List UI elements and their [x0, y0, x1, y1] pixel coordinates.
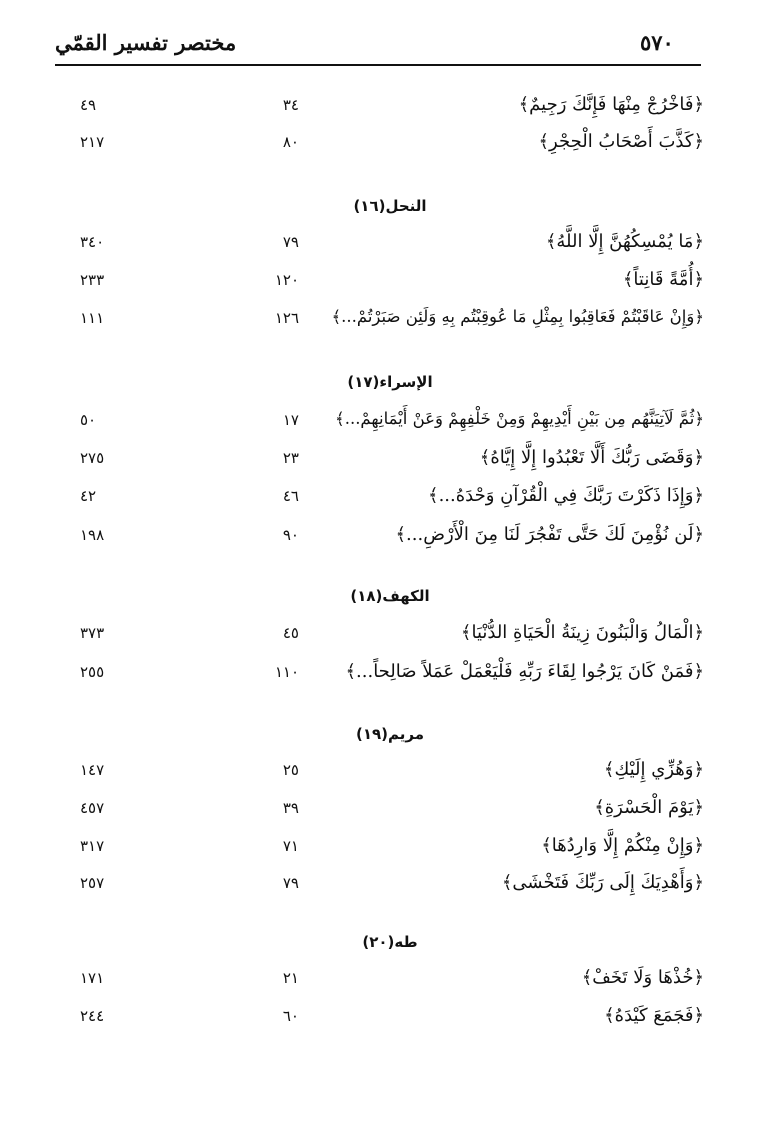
index-row: [0, 622, 779, 656]
index-row: [0, 835, 779, 869]
index-row: [0, 524, 779, 558]
page-reference: ٢٣٣: [80, 271, 105, 289]
verse-number: ١٢٠: [274, 271, 299, 289]
verse-text: ﴿مَا يُمْسِكُهُنَّ إِلَّا اللَّهُ﴾: [545, 231, 704, 252]
page-reference: ٤٩: [80, 96, 97, 114]
verse-text: ﴿وَقَضَى رَبُّكَ أَلَّا تَعْبُدُوا إِلَّا إِيَّاهُ﴾: [479, 447, 704, 468]
index-row: [0, 485, 779, 519]
surah-heading: مريم(١٩): [355, 725, 425, 743]
page-reference: ١٩٨: [80, 526, 105, 544]
index-row: [0, 872, 779, 906]
index-row: [0, 447, 779, 481]
page-reference: ٤٢: [80, 487, 97, 505]
verse-text: ﴿وَإِنْ مِنْكُمْ إِلَّا وَارِدُهَا﴾: [541, 835, 704, 856]
verse-number: ٧٩: [282, 874, 299, 892]
index-row: [0, 94, 779, 128]
verse-text: ﴿يَوْمَ الْحَسْرَةِ﴾: [594, 797, 704, 818]
verse-text: ﴿كَذَّبَ أَصْحَابُ الْحِجْرِ﴾: [538, 131, 704, 152]
verse-number: ٨٠: [282, 133, 299, 151]
verse-text: ﴿وَإِنْ عَاقَبْتُمْ فَعَاقِبُوا بِمِثْلِ مَا عُوقِبْتُم بِهِ وَلَئِن صَبَرْتُمْ...﴾: [331, 307, 704, 326]
surah-heading: طه(٢٠): [362, 933, 418, 951]
verse-text: ﴿وَأَهْدِيَكَ إِلَى رَبِّكَ فَتَخْشَى﴾: [501, 872, 704, 893]
page-reference: ١٧١: [80, 969, 105, 987]
verse-text: ﴿وَإِذَا ذَكَرْتَ رَبَّكَ فِي الْقُرْآنِ وَحْدَهُ...﴾: [428, 485, 704, 506]
index-row: [0, 967, 779, 1001]
page-reference: ٣٧٣: [80, 624, 105, 642]
verse-text: ﴿وَهُزِّي إِلَيْكِ﴾: [603, 759, 704, 780]
verse-number: ٧١: [282, 837, 299, 855]
verse-text: ﴿فَاخْرُجْ مِنْهَا فَإِنَّكَ رَجِيمٌ﴾: [518, 94, 704, 115]
page-reference: ١١١: [80, 309, 105, 327]
page-reference: ٤٥٧: [80, 799, 105, 817]
index-row: [0, 307, 779, 341]
book-title: مختصر تفسير القمّي: [55, 30, 237, 55]
page-reference: ٣٤٠: [80, 233, 105, 251]
page-reference: ٥٠: [80, 411, 97, 429]
verse-number: ٣٤: [282, 96, 299, 114]
page-reference: ٢١٧: [80, 133, 105, 151]
verse-number: ٣٩: [282, 799, 299, 817]
verse-number: ٢٥: [282, 761, 299, 779]
verse-text: ﴿فَجَمَعَ كَيْدَهُ﴾: [604, 1005, 704, 1026]
surah-heading: النحل(١٦): [353, 197, 427, 215]
page-number: ٥٧٠: [640, 30, 674, 55]
page-reference: ٢٥٥: [80, 663, 105, 681]
page-reference: ٢٤٤: [80, 1007, 105, 1025]
surah-heading: الكهف(١٨): [350, 587, 430, 605]
verse-number: ٦٠: [282, 1007, 299, 1025]
verse-text: ﴿ثُمَّ لَآتِيَنَّهُم مِن بَيْنِ أَيْدِيهِمْ وَمِنْ خَلْفِهِمْ وَعَنْ أَيْمَانِهِمْ...﴾: [335, 409, 704, 428]
verse-text: ﴿فَمَنْ كَانَ يَرْجُوا لِقَاءَ رَبِّهِ فَلْيَعْمَلْ عَمَلاً صَالِحاً...﴾: [345, 661, 704, 682]
index-row: [0, 269, 779, 303]
page-reference: ٢٧٥: [80, 449, 105, 467]
verse-number: ١٧: [282, 411, 299, 429]
page-reference: ٢٥٧: [80, 874, 105, 892]
verse-number: ٤٦: [282, 487, 299, 505]
header-divider: [55, 64, 701, 66]
index-row: [0, 759, 779, 793]
index-row: [0, 409, 779, 443]
verse-number: ٤٥: [282, 624, 299, 642]
index-row: [0, 1005, 779, 1039]
page-reference: ١٤٧: [80, 761, 105, 779]
verse-number: ٩٠: [282, 526, 299, 544]
verse-text: ﴿خُذْهَا وَلَا تَخَفْ﴾: [581, 967, 704, 988]
verse-text: ﴿لَن نُؤْمِنَ لَكَ حَتَّى تَفْجُرَ لَنَا مِنَ الْأَرْضِ...﴾: [395, 524, 704, 545]
verse-number: ٢١: [282, 969, 299, 987]
index-row: [0, 131, 779, 165]
verse-number: ١٢٦: [274, 309, 299, 327]
index-row: [0, 661, 779, 695]
verse-number: ٧٩: [282, 233, 299, 251]
page-reference: ٣١٧: [80, 837, 105, 855]
surah-heading: الإسراء(١٧): [347, 373, 433, 391]
verse-number: ١١٠: [274, 663, 299, 681]
index-row: [0, 797, 779, 831]
index-row: [0, 231, 779, 265]
verse-text: ﴿أُمَّةً قَانِتاً﴾: [622, 269, 704, 290]
verse-text: ﴿الْمَالُ وَالْبَنُونَ زِينَةُ الْحَيَاةِ الدُّنْيَا﴾: [460, 622, 704, 643]
verse-number: ٢٣: [282, 449, 299, 467]
